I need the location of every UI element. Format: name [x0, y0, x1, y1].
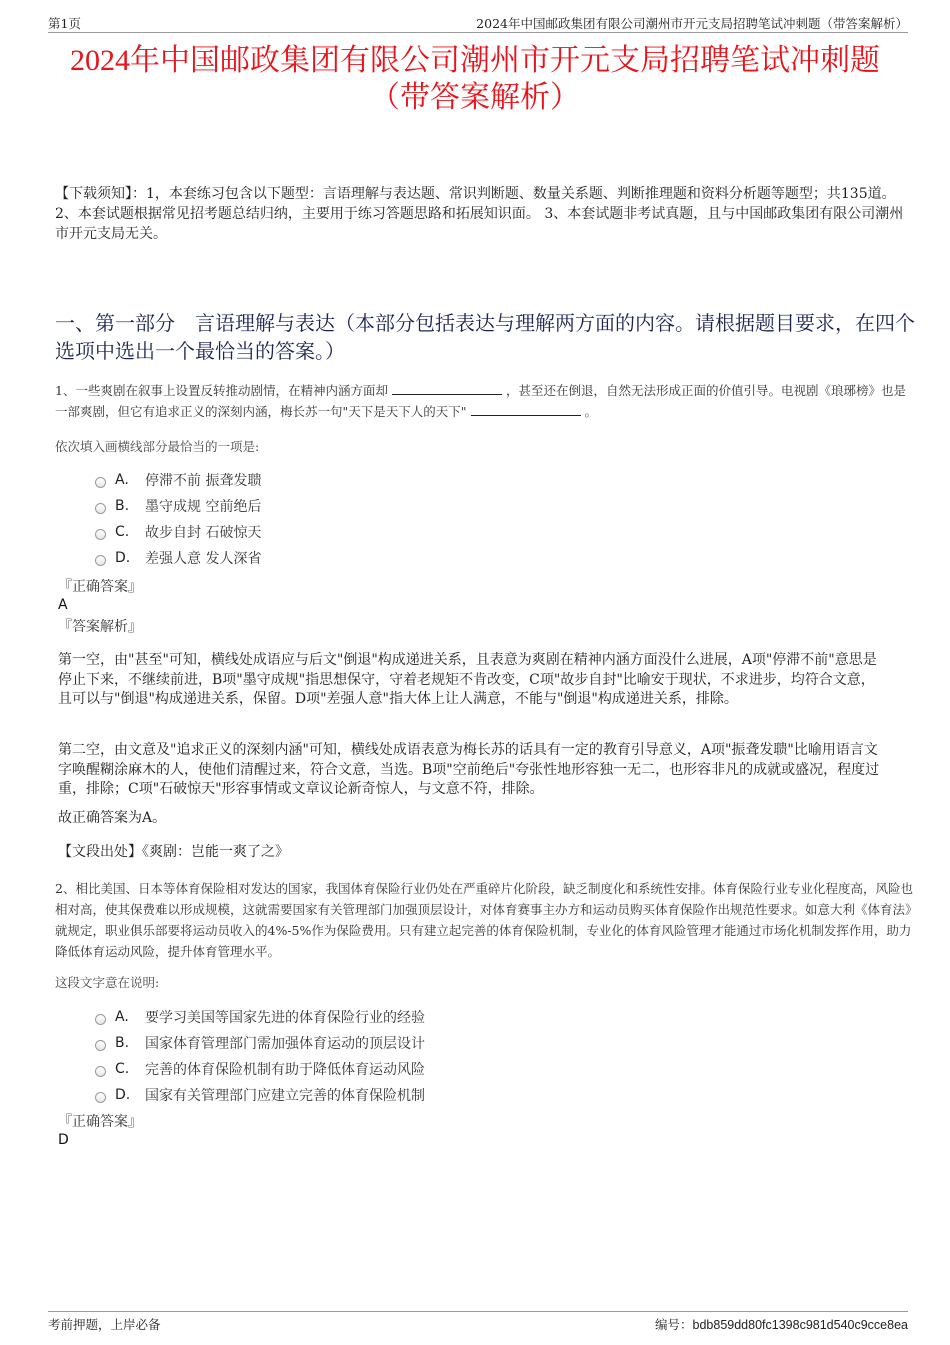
radio-button[interactable] [95, 1014, 106, 1025]
option-text: 国家体育管理部门需加强体育运动的顶层设计 [145, 1036, 425, 1052]
option-letter: A. [115, 472, 129, 488]
analysis-label: 『答案解析』 [58, 619, 142, 635]
document-code [655, 1315, 908, 1333]
option-a[interactable] [95, 1004, 425, 1030]
option-text: 墨守成规 空前绝后 [145, 499, 262, 515]
stem-text: ，甚至还在倒退，自然无法形成正面的价值引导。电视剧《琅琊榜》也是一部爽剧，但它有追求正义的深刻内涵，梅长苏一句"天下是天下人的天下" [55, 383, 906, 419]
document-title [0, 42, 950, 116]
footer-slogan: 考前押题，上岸必备 [48, 1317, 161, 1332]
question-2-options [95, 1004, 425, 1108]
option-text: 差强人意 发人深省 [145, 551, 262, 567]
radio-button[interactable] [95, 1092, 106, 1103]
option-text: 要学习美国等国家先进的体育保险行业的经验 [145, 1010, 425, 1026]
radio-button[interactable] [95, 529, 106, 540]
question-1-stem [55, 380, 915, 422]
correct-answer-label: 『正确答案』 [58, 579, 142, 595]
download-notice: 【下载须知】：1，本套练习包含以下题型：言语理解与表达题、常识判断题、数量关系题、判断推理题和资料分析题等题型；共135道。 2、本套试题根据常见招考题总结归纳，主要用于练习答题思路和拓展知识面。 3、本套试题非考试真题，且与中国邮政集团有限公司潮州市开元支局无关。 [55, 186, 904, 242]
correct-answer: A [58, 597, 68, 613]
radio-button[interactable] [95, 1066, 106, 1077]
option-d[interactable] [95, 1082, 425, 1108]
stem-text: 1、一些爽剧在叙事上设置反转推动剧情，在精神内涵方面却 [55, 383, 388, 398]
option-letter: C. [115, 1061, 130, 1077]
radio-button[interactable] [95, 555, 106, 566]
page-header [48, 14, 908, 33]
fill-blank-2 [471, 403, 581, 416]
option-text: 国家有关管理部门应建立完善的体育保险机制 [145, 1088, 425, 1104]
analysis-paragraph-2: 第二空，由文意及"追求正义的深刻内涵"可知，横线处成语表意为梅长苏的话具有一定的教育引导意义，A项"振聋发聩"比喻用语言文字唤醒糊涂麻木的人，使他们清醒过来，符合文意，当选。B项"空前绝后"夸张性地形容独一无二，也形容非凡的成就或盛况，程度过重，排除；C项"石破惊天"形容事情或文章议论新奇惊人，与文意不符，排除。 [58, 742, 880, 797]
analysis-conclusion: 故正确答案为A。 [58, 810, 167, 826]
source-citation: 【文段出处】《爽剧：岂能一爽了之》 [58, 844, 289, 860]
option-letter: A. [115, 1009, 129, 1025]
option-letter: D. [115, 1087, 131, 1103]
correct-answer: D [58, 1132, 69, 1148]
question-2-stem: 2、相比美国、日本等体育保险相对发达的国家，我国体育保险行业仍处在严重碎片化阶段，缺乏制度化和系统性安排。体育保险行业专业化程度高，风险也相对高，使其保费难以形成规模，这就需要国家有关管理部门加强顶层设计，对体育赛事主办方和运动员购买体育保险作出规范性要求。如意大利《体育法》就规定，职业俱乐部要将运动员收入的4%-5%作为保险费用。只有建立起完善的体育保险机制，专业化的体育风险管理才能通过市场化机制发挥作用，助力降低体育运动风险，提升体育管理水平。 [55, 881, 913, 959]
section-heading: 一、第一部分 言语理解与表达（本部分包括表达与理解两方面的内容。请根据题目要求，在四个选项中选出一个最恰当的答案。） [55, 311, 915, 363]
option-letter: B. [115, 498, 130, 514]
radio-button[interactable] [95, 477, 106, 488]
option-a[interactable] [95, 467, 261, 493]
option-b[interactable] [95, 1030, 425, 1056]
option-text: 停滞不前 振聋发聩 [145, 473, 262, 489]
question-1-prompt: 依次填入画横线部分最恰当的一项是: [55, 439, 260, 454]
option-c[interactable] [95, 1056, 425, 1082]
code-value: bdb859dd80fc1398c981d540c9cce8ea [692, 1318, 908, 1332]
question-1-options [95, 467, 261, 571]
analysis-paragraph-1: 第一空，由"甚至"可知，横线处成语应与后文"倒退"构成递进关系，且表意为爽剧在精神内涵方面没什么进展，A项"停滞不前"意思是停止下来，不继续前进，B项"墨守成规"指思想保守，守着老规矩不肯改变，C项"故步自封"比喻安于现状，不求进步，均符合文意，且可以与"倒退"构成递进关系，保留。D项"差强人意"指大体上让人满意，不能与"倒退"构成递进关系，排除。 [58, 652, 877, 707]
radio-button[interactable] [95, 503, 106, 514]
title-line-1: 2024年中国邮政集团有限公司潮州市开元支局招聘笔试冲刺题 [70, 44, 880, 77]
option-letter: D. [115, 550, 131, 566]
option-b[interactable] [95, 493, 261, 519]
option-d[interactable] [95, 545, 261, 571]
question-2-prompt: 这段文字意在说明: [55, 975, 160, 990]
option-letter: B. [115, 1035, 130, 1051]
title-line-2: （带答案解析） [370, 81, 580, 114]
fill-blank-1 [392, 382, 502, 395]
option-c[interactable] [95, 519, 261, 545]
option-text: 故步自封 石破惊天 [145, 525, 262, 541]
page-footer [48, 1311, 908, 1332]
page-number: 第1页 [48, 16, 81, 31]
stem-text: 。 [584, 404, 598, 419]
correct-answer-label: 『正确答案』 [58, 1114, 142, 1130]
option-text: 完善的体育保险机制有助于降低体育运动风险 [145, 1062, 425, 1078]
code-label: 编号： [655, 1317, 693, 1332]
option-letter: C. [115, 524, 130, 540]
header-doc-title: 2024年中国邮政集团有限公司潮州市开元支局招聘笔试冲刺题（带答案解析） [476, 16, 908, 31]
radio-button[interactable] [95, 1040, 106, 1051]
